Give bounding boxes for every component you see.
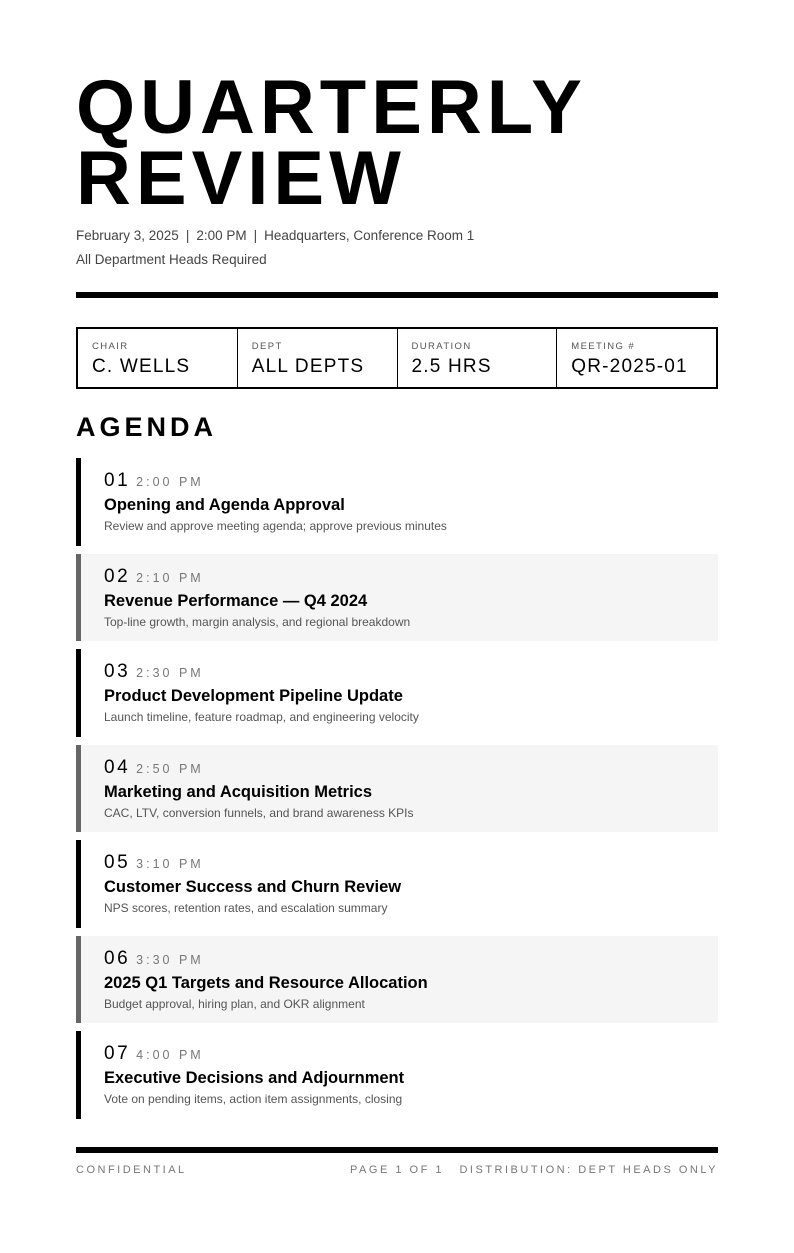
meeting-date: February 3, 2025: [76, 228, 179, 243]
item-description: Vote on pending items, action item assignments, closing: [104, 1092, 403, 1106]
item-time: 2:30 PM: [136, 666, 204, 680]
item-number: 03: [104, 661, 131, 682]
meeting-location: Headquarters, Conference Room 1: [264, 228, 475, 243]
agenda-item-1: [76, 458, 718, 546]
item-description: NPS scores, retention rates, and escalation summary: [104, 901, 388, 915]
item-description: Launch timeline, feature roadmap, and engineering velocity: [104, 710, 419, 724]
footer-page-number: PAGE 1 OF 1: [350, 1164, 444, 1176]
item-title: Product Development Pipeline Update: [104, 687, 403, 705]
item-time: 2:10 PM: [136, 570, 204, 585]
item-title: Marketing and Acquisition Metrics: [104, 782, 373, 801]
item-number: 05: [104, 852, 131, 873]
agenda-item-2: [76, 554, 718, 642]
attendance-note: All Department Heads Required: [76, 252, 267, 267]
item-description: Top-line growth, margin analysis, and regional breakdown: [104, 614, 411, 629]
info-value: 2.5 HRS: [411, 356, 492, 377]
item-description: CAC, LTV, conversion funnels, and brand awareness KPIs: [104, 805, 414, 820]
item-number: 01: [104, 470, 131, 491]
info-cell-chair: [78, 329, 238, 387]
agenda-item-6: [76, 936, 718, 1024]
item-number: 04: [104, 756, 131, 778]
document-footer: [76, 1162, 718, 1178]
item-time: 3:30 PM: [136, 952, 204, 967]
agenda-item-5: [76, 840, 718, 928]
info-label: DURATION: [411, 341, 472, 352]
meeting-time: 2:00 PM: [196, 228, 247, 243]
document-header: [76, 65, 718, 272]
item-number: 07: [104, 1043, 131, 1064]
item-time: 4:00 PM: [136, 1048, 204, 1062]
info-cell-meeting-number: [557, 329, 716, 387]
item-time: 2:00 PM: [136, 475, 204, 489]
item-title: Executive Decisions and Adjournment: [104, 1069, 405, 1087]
meeting-info-grid: [76, 327, 718, 389]
info-label: MEETING #: [571, 341, 636, 352]
item-description: Review and approve meeting agenda; approve previous minutes: [104, 519, 447, 533]
item-title: Revenue Performance — Q4 2024: [104, 591, 368, 610]
item-description: Budget approval, hiring plan, and OKR alignment: [104, 996, 365, 1011]
info-cell-dept: [238, 329, 398, 387]
footer-distribution: DISTRIBUTION: DEPT HEADS ONLY: [459, 1164, 718, 1176]
separator: |: [253, 228, 258, 243]
title-line-2: REVIEW: [76, 136, 406, 221]
item-time: 2:50 PM: [136, 761, 204, 776]
info-label: CHAIR: [92, 341, 129, 352]
footer-confidential: CONFIDENTIAL: [76, 1164, 187, 1176]
agenda-item-4: [76, 745, 718, 833]
separator: |: [185, 228, 190, 243]
info-value: QR-2025-01: [571, 356, 688, 377]
title-line-1: QUARTERLY: [76, 65, 587, 150]
agenda-item-7: [76, 1031, 718, 1119]
item-title: Opening and Agenda Approval: [104, 496, 345, 514]
item-number: 02: [104, 565, 131, 587]
info-value: C. WELLS: [92, 356, 191, 377]
agenda-heading: AGENDA: [76, 412, 218, 442]
agenda-item-3: [76, 649, 718, 737]
meeting-details: [76, 224, 718, 248]
item-time: 3:10 PM: [136, 857, 204, 871]
footer-divider: [76, 1147, 718, 1153]
agenda-list: [76, 458, 718, 1127]
info-label: DEPT: [251, 341, 283, 352]
item-title: Customer Success and Churn Review: [104, 878, 402, 896]
info-cell-duration: [398, 329, 558, 387]
item-title: 2025 Q1 Targets and Resource Allocation: [104, 973, 428, 992]
header-divider: [76, 292, 718, 298]
info-value: ALL DEPTS: [251, 356, 365, 377]
item-number: 06: [104, 947, 131, 969]
